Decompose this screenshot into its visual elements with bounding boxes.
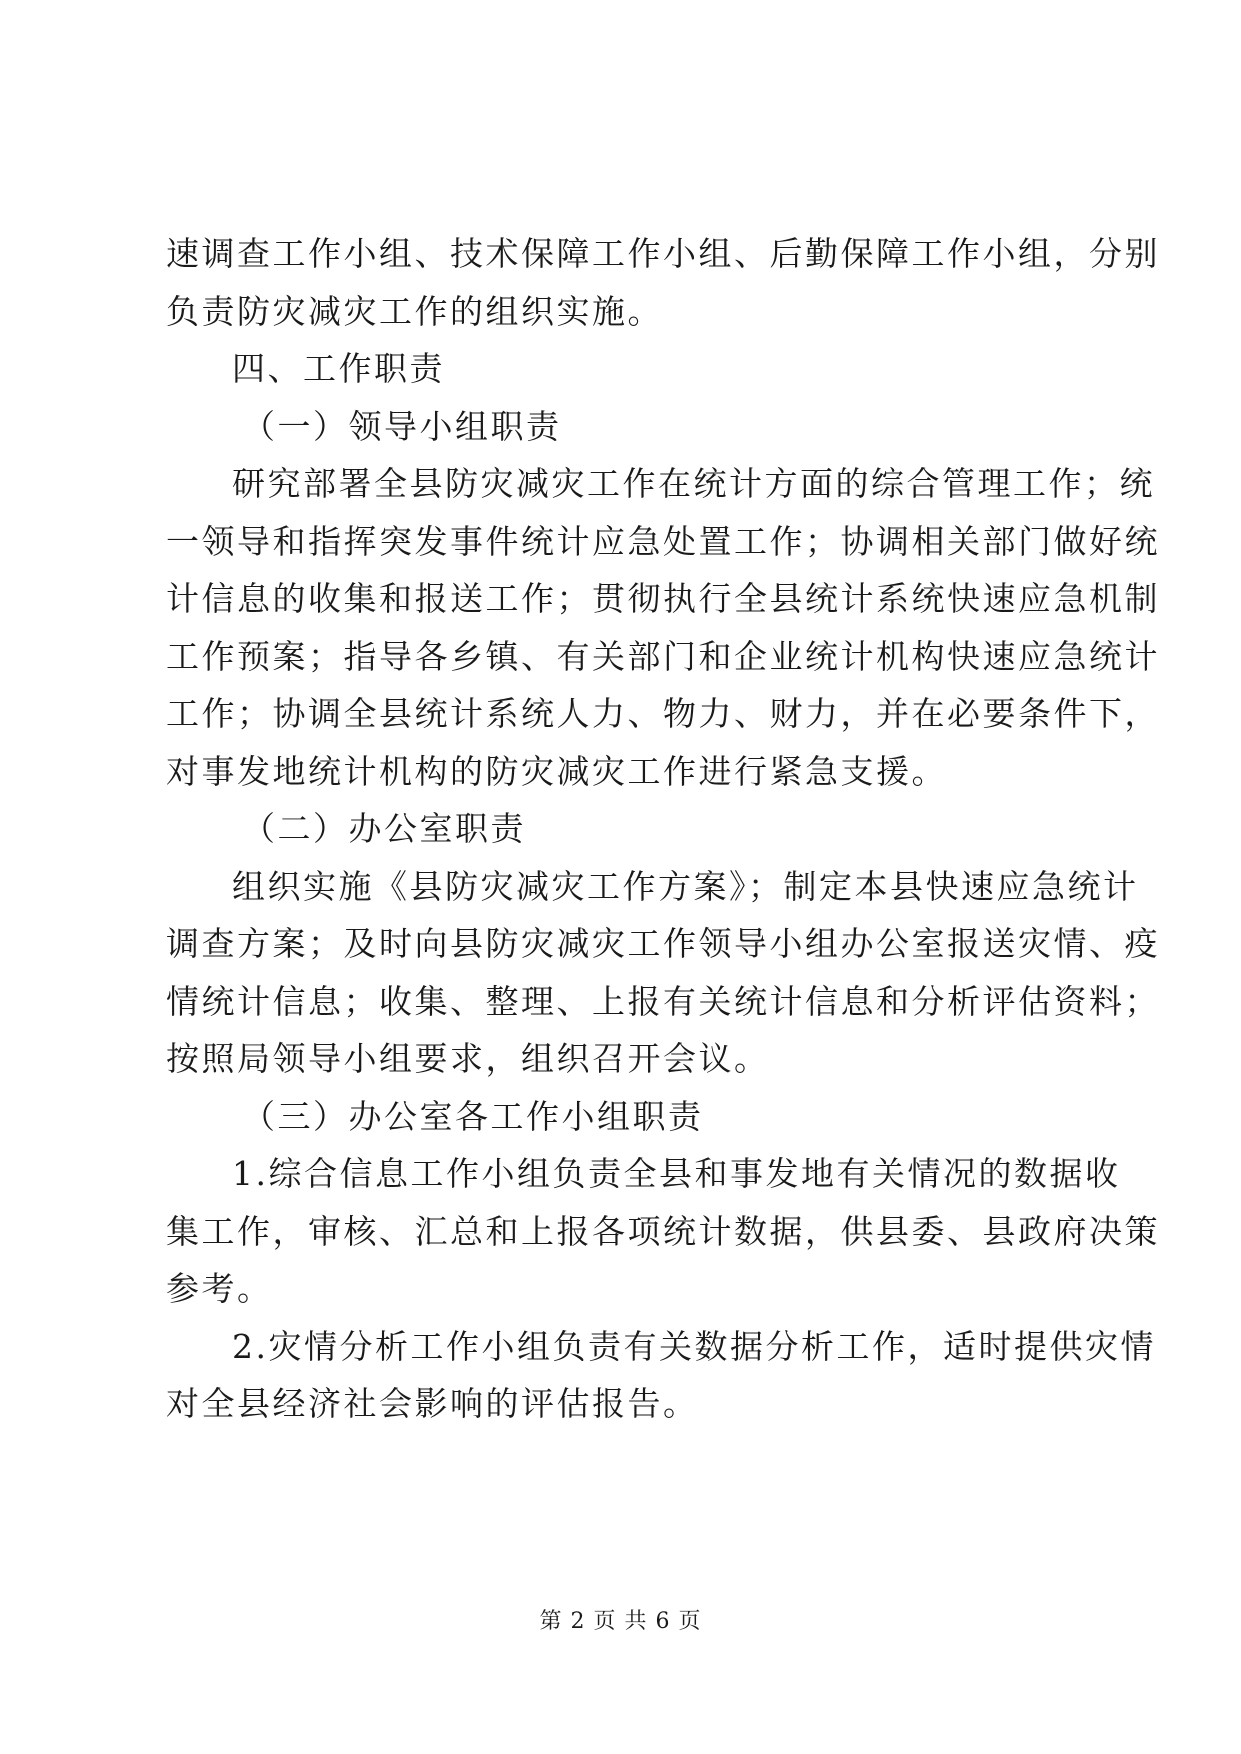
text-line: 对全县经济社会影响的评估报告。 (166, 1384, 699, 1423)
text-line: 集工作，审核、汇总和上报各项统计数据，供县委、县政府决策 (166, 1211, 1160, 1251)
document-body (166, 225, 1160, 1433)
page-footer: 第 2 页 共 6 页 (539, 1609, 702, 1634)
text-line: 计信息的收集和报送工作；贯彻执行全县统计系统快速应急机制 (166, 579, 1160, 618)
text-line: 工作；协调全县统计系统人力、物力、财力，并在必要条件下， (166, 694, 1160, 733)
text-line: 速调查工作小组、技术保障工作小组、后勤保障工作小组，分别 (166, 234, 1160, 273)
text-line: 按照局领导小组要求，组织召开会议。 (166, 1039, 770, 1078)
text-line: 调查方案；及时向县防灾减灾工作领导小组办公室报送灾情、疫 (166, 924, 1160, 963)
text-line: 参考。 (166, 1269, 273, 1308)
text-line: 对事发地统计机构的防灾减灾工作进行紧急支援。 (166, 751, 947, 791)
text-line: 工作预案；指导各乡镇、有关部门和企业统计机构快速应急统计 (166, 636, 1160, 676)
text-line: 组织实施《县防灾减灾工作方案》；制定本县快速应急统计 (232, 866, 1139, 906)
text-line: 负责防灾减灾工作的组织实施。 (166, 291, 663, 331)
text-line: （二）办公室职责 (242, 809, 526, 848)
text-line: 一领导和指挥突发事件统计应急处置工作；协调相关部门做好统 (166, 521, 1160, 561)
text-line: 情统计信息；收集、整理、上报有关统计信息和分析评估资料； (166, 981, 1160, 1021)
text-line: 1.综合信息工作小组负责全县和事发地有关情况的数据收 (232, 1154, 1121, 1193)
text-line: （三）办公室各工作小组职责 (242, 1096, 704, 1136)
text-line: （一）领导小组职责 (242, 406, 562, 446)
text-line: 研究部署全县防灾减灾工作在统计方面的综合管理工作；统 (232, 464, 1155, 503)
text-line: 四、工作职责 (232, 349, 445, 388)
text-line: 2.灾情分析工作小组负责有关数据分析工作，适时提供灾情 (232, 1326, 1156, 1366)
